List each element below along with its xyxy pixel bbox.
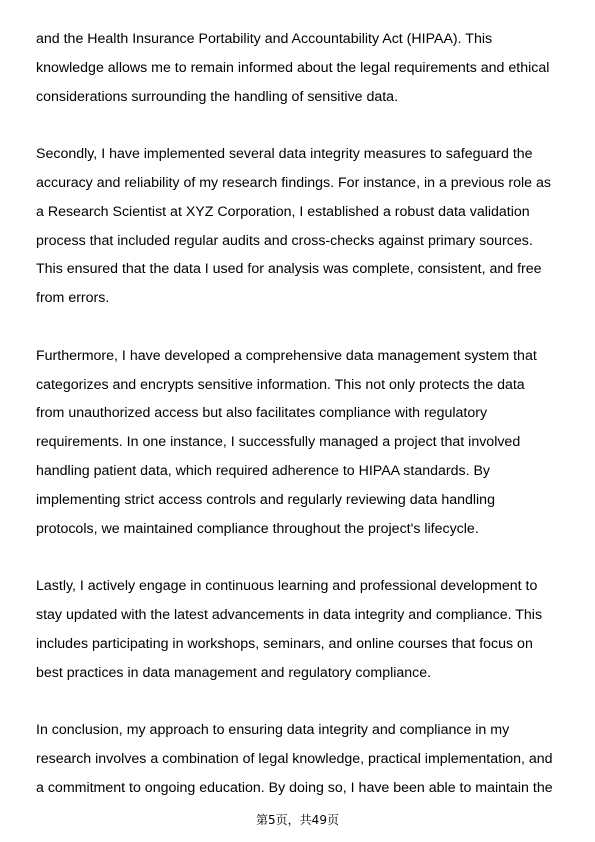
text-line: includes participating in workshops, seminars, and online courses that focus on: [36, 635, 533, 652]
text-line: requirements. In one instance, I successfully managed a project that involved: [36, 434, 521, 451]
text-line: a commitment to ongoing education. By doing so, I have been able to maintain the: [36, 779, 553, 796]
paragraph-data-management-system: [36, 342, 568, 544]
text-line: accuracy and reliability of my research findings. For instance, in a previous role as: [36, 174, 551, 191]
document-body: [36, 25, 568, 803]
text-line: Furthermore, I have developed a comprehensive data management system that: [36, 347, 537, 364]
text-line: implementing strict access controls and regularly reviewing data handling: [36, 491, 495, 508]
text-line: process that included regular audits and cross-checks against primary sources.: [36, 232, 533, 249]
paragraph-data-integrity-measures: [36, 140, 568, 313]
text-line: knowledge allows me to remain informed about the legal requirements and ethical: [36, 59, 550, 76]
text-line: and the Health Insurance Portability and Accountability Act (HIPAA). This: [36, 31, 493, 47]
text-line: a Research Scientist at XYZ Corporation, I established a robust data validation: [36, 203, 530, 220]
text-line: In conclusion, my approach to ensuring data integrity and compliance in my: [36, 722, 510, 739]
paragraph-conclusion: [36, 716, 568, 802]
text-line: categorizes and encrypts sensitive information. This not only protects the data: [36, 376, 525, 393]
text-line: protocols, we maintained compliance throughout the project's lifecycle.: [36, 520, 479, 537]
text-line: from errors.: [36, 290, 110, 307]
text-line: handling patient data, which required adherence to HIPAA standards. By: [36, 462, 491, 479]
text-line: Lastly, I actively engage in continuous learning and professional development to: [36, 578, 538, 595]
paragraph-legal-knowledge: [36, 25, 568, 111]
text-line: Secondly, I have implemented several data integrity measures to safeguard the: [36, 146, 533, 163]
page-number-footer: 第5页，共49页: [256, 813, 339, 827]
text-line: best practices in data management and regulatory compliance.: [36, 664, 432, 681]
text-line: stay updated with the latest advancements in data integrity and compliance. This: [36, 606, 543, 623]
text-line: This ensured that the data I used for analysis was complete, consistent, and free: [36, 261, 542, 278]
text-line: considerations surrounding the handling of sensitive data.: [36, 88, 399, 105]
text-line: from unauthorized access but also facilitates compliance with regulatory: [36, 405, 488, 422]
paragraph-continuous-learning: [36, 572, 568, 687]
text-line: research involves a combination of legal knowledge, practical implementation, and: [36, 750, 553, 767]
